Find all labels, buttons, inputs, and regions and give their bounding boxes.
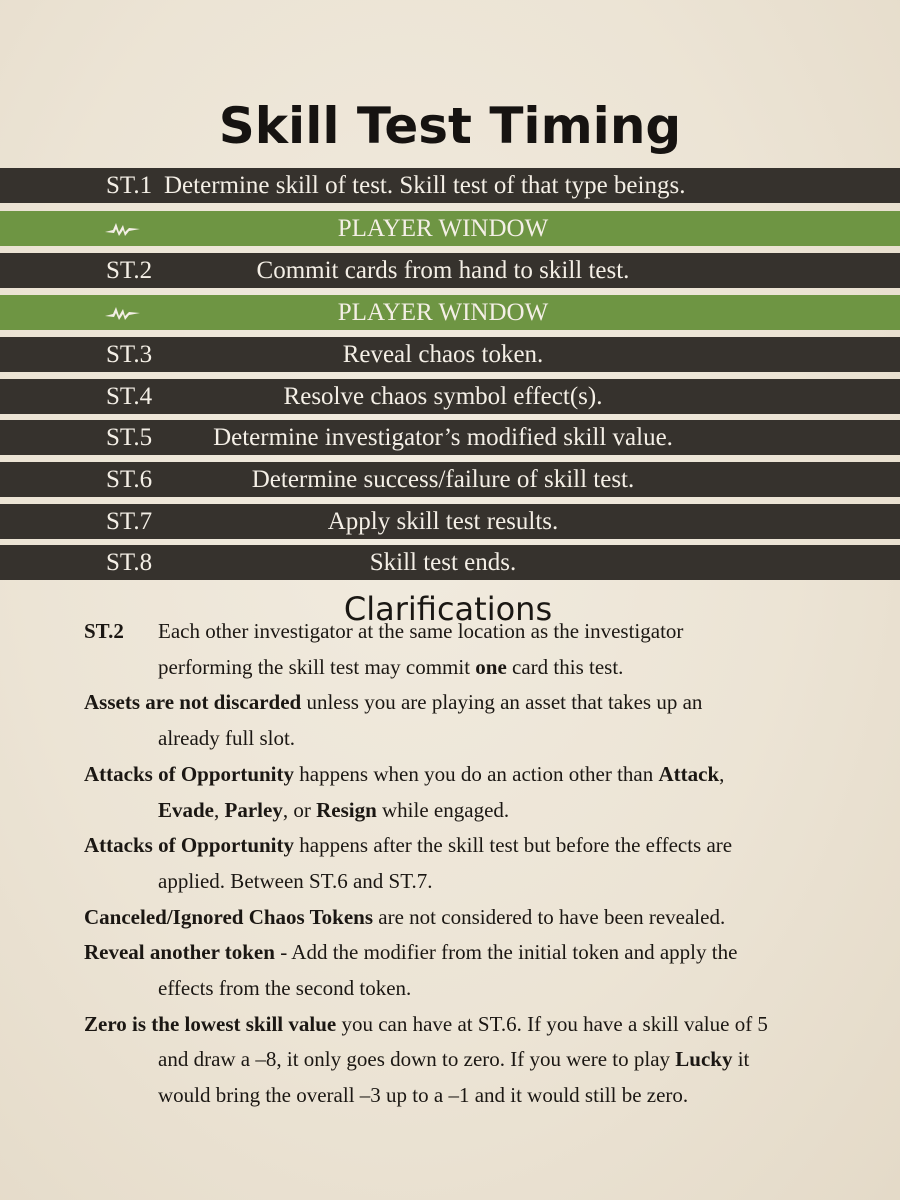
- step-code: ST.1: [106, 172, 153, 199]
- clarifications-list: [84, 614, 884, 1114]
- timing-row-st8: [0, 545, 900, 580]
- player-window-row-2: [0, 295, 900, 330]
- player-window-label: PLAYER WINDOW: [337, 299, 549, 326]
- clarification-reveal-another-token: Reveal another token - Add the modifier from the initial token and apply the effects from the second token.: [84, 940, 738, 1001]
- step-code: ST.3: [106, 341, 153, 368]
- step-code: ST.7: [106, 508, 153, 535]
- clarification-st2: ST.2 Each other investigator at the same location as the investigator performing the skill test may commit one card this test.: [84, 619, 684, 679]
- clarification-zero-lowest: Zero is the lowest skill value you can have at ST.6. If you have a skill value of 5 and draw a –8, it only goes down to zero. If you were to play Lucky it would bring the overall –3 up to a –1 and it would still be zero.: [84, 1011, 768, 1108]
- step-description: Reveal chaos token.: [342, 341, 544, 368]
- timing-row-st4: [0, 379, 900, 414]
- timing-row-st2: [0, 253, 900, 288]
- step-code: ST.4: [106, 383, 153, 410]
- clarifications-title: Clarifications: [343, 590, 553, 628]
- step-description: Determine skill of test. Skill test of that type beings.: [164, 172, 686, 199]
- step-description: Resolve chaos symbol effect(s).: [283, 383, 603, 410]
- step-description: Skill test ends.: [369, 549, 517, 576]
- step-code: ST.5: [106, 424, 153, 451]
- step-code: ST.6: [106, 466, 153, 493]
- step-description: Determine success/failure of skill test.: [251, 466, 635, 493]
- step-description: Determine investigator’s modified skill value.: [213, 424, 673, 451]
- step-code: ST.8: [106, 549, 153, 576]
- step-description: Apply skill test results.: [327, 508, 559, 535]
- timing-row-st1: [0, 168, 900, 203]
- step-description: Commit cards from hand to skill test.: [256, 257, 630, 284]
- timing-row-st7: [0, 504, 900, 539]
- step-code: ST.2: [106, 257, 153, 284]
- player-window-row-1: [0, 211, 900, 246]
- timing-row-st3: [0, 337, 900, 372]
- page-title: Skill Test Timing: [218, 97, 682, 155]
- clarification-canceled-tokens: Canceled/Ignored Chaos Tokens are not considered to have been revealed.: [84, 904, 726, 929]
- clarification-assets: Assets are not discarded unless you are playing an asset that takes up an already full slot.: [84, 690, 703, 751]
- player-window-label: PLAYER WINDOW: [337, 215, 549, 242]
- clarification-attacks-of-opportunity-2: Attacks of Opportunity happens after the skill test but before the effects are applied. Between ST.6 and ST.7.: [84, 833, 733, 893]
- clarification-attacks-of-opportunity-1: Attacks of Opportunity happens when you do an action other than Attack, Evade, Parley, or Resign while engaged.: [84, 761, 725, 822]
- timing-row-st6: [0, 462, 900, 497]
- timing-row-st5: [0, 420, 900, 455]
